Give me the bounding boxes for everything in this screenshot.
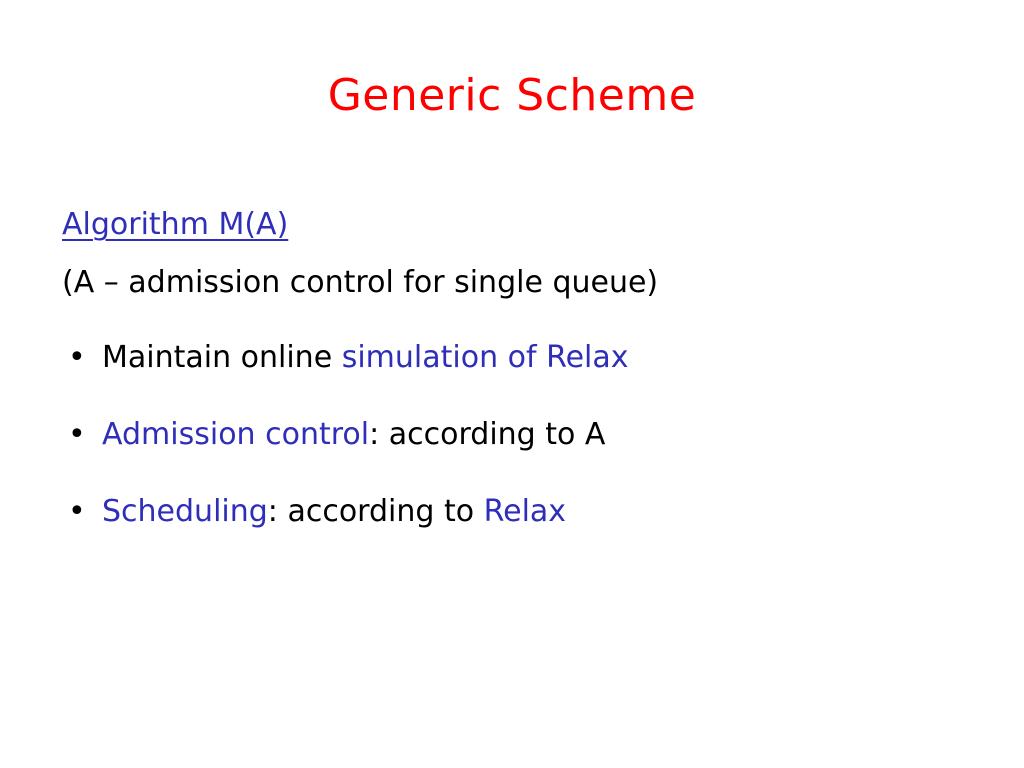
bullet-plain-text: : according to A: [369, 417, 606, 452]
bullet-point-icon: •: [68, 417, 86, 452]
bullet-accent-text-relax: Relax: [483, 494, 567, 529]
bullet-text: [102, 415, 605, 455]
bullet-accent-text: simulation of Relax: [341, 340, 629, 375]
bullet-plain-text: Maintain online: [102, 340, 342, 375]
bullet-text: [102, 492, 566, 532]
bullet-accent-text: Scheduling: [102, 494, 268, 529]
bullet-accent-text: Admission control: [102, 417, 370, 452]
bullet-text: [102, 338, 629, 378]
bullet-plain-text: : according to: [267, 494, 484, 529]
slide-title: Generic Scheme: [327, 70, 697, 121]
bullet-point-icon: •: [68, 340, 86, 375]
algorithm-subtitle: (A – admission control for single queue): [62, 265, 659, 300]
bullet-point-icon: •: [68, 494, 86, 529]
algorithm-heading: Algorithm M(A): [62, 207, 289, 242]
